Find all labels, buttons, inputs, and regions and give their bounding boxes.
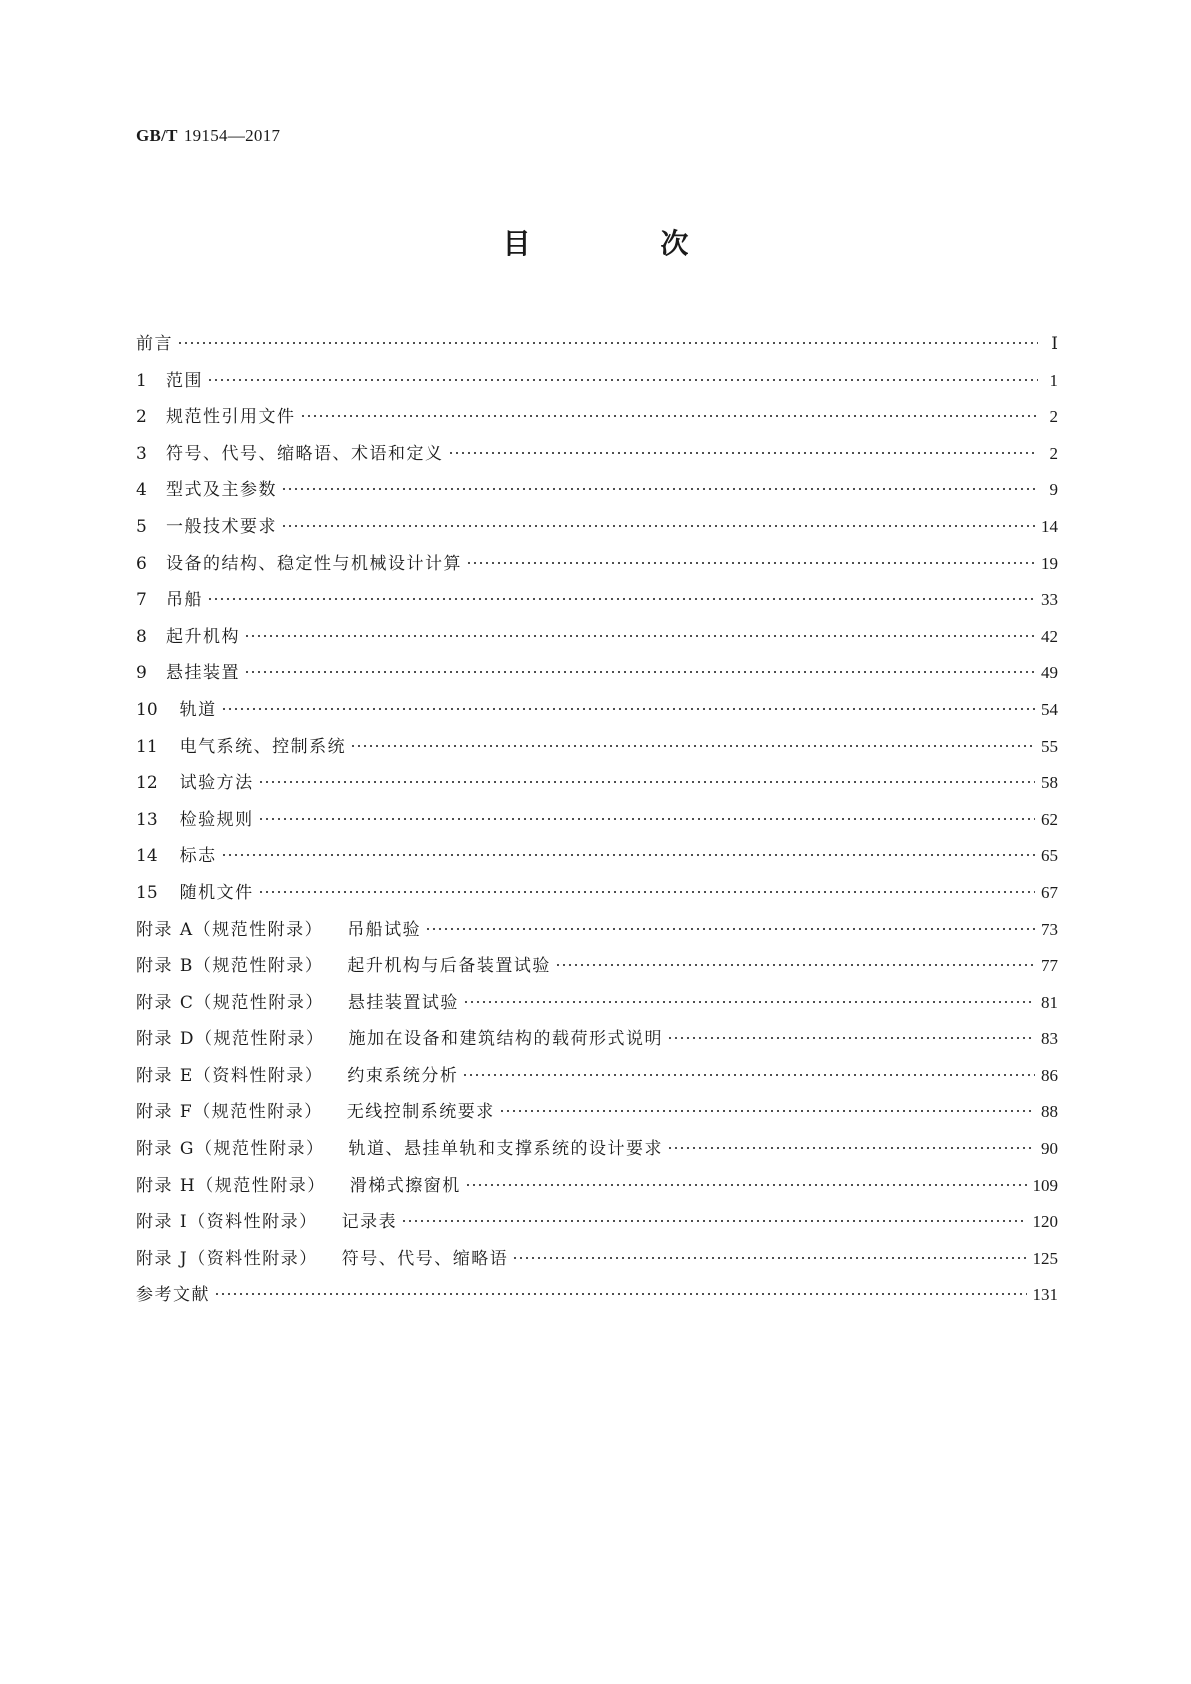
toc-entry-label: 附录 I（资料性附录） xyxy=(136,1212,318,1233)
dot-leader xyxy=(462,1061,1035,1081)
dot-leader xyxy=(281,512,1035,532)
toc-entry-number: 9 xyxy=(136,663,147,684)
toc-page-number: 67 xyxy=(1041,882,1058,902)
dot-leader xyxy=(448,439,1039,459)
toc-entry-label: 轨道 xyxy=(179,699,217,720)
toc-entry[interactable] xyxy=(136,1241,1058,1278)
toc-entry-number: 8 xyxy=(136,626,147,647)
toc-entry[interactable] xyxy=(136,765,1058,802)
standard-number: 19154—2017 xyxy=(183,126,281,145)
standard-code xyxy=(136,126,280,146)
toc-entry[interactable] xyxy=(136,1131,1058,1168)
dot-leader xyxy=(466,549,1035,569)
toc-entry-label: 设备的结构、稳定性与机械设计计算 xyxy=(166,553,462,574)
toc-entry-label: 悬挂装置 xyxy=(166,663,240,684)
toc-entry[interactable] xyxy=(136,875,1058,912)
dot-leader xyxy=(244,622,1035,642)
toc-entry-number: 10 xyxy=(136,699,158,720)
toc-entry-label: 附录 C（规范性附录） xyxy=(136,992,324,1013)
toc-entry[interactable] xyxy=(136,1094,1058,1131)
toc-page-number: 83 xyxy=(1041,1029,1058,1049)
toc-entry-subtitle: 无线控制系统要求 xyxy=(346,1102,495,1123)
dot-leader xyxy=(300,402,1039,422)
toc-entry[interactable] xyxy=(136,1277,1058,1314)
toc-entry-number: 11 xyxy=(136,736,158,757)
toc-entry[interactable] xyxy=(136,838,1058,875)
toc-page-number: 109 xyxy=(1032,1175,1058,1195)
toc-entry-subtitle: 吊船试验 xyxy=(347,919,422,940)
dot-leader xyxy=(425,915,1035,935)
page-title: 目 次 xyxy=(502,227,749,260)
toc-entry-subtitle: 约束系统分析 xyxy=(347,1065,459,1086)
toc-entry-number: 15 xyxy=(136,882,158,903)
toc-entry[interactable] xyxy=(136,1204,1058,1241)
toc-entry-subtitle: 符号、代号、缩略语 xyxy=(341,1248,509,1269)
toc-entry-label: 附录 H（规范性附录） xyxy=(136,1175,326,1196)
dot-leader xyxy=(214,1280,1027,1300)
toc-page-number: 81 xyxy=(1041,992,1058,1012)
toc-entry-label: 一般技术要求 xyxy=(166,516,277,537)
toc-entry-subtitle: 悬挂装置试验 xyxy=(347,992,459,1013)
toc-entry-label: 附录 D（规范性附录） xyxy=(136,1029,325,1050)
toc-entry-label: 标志 xyxy=(179,846,217,867)
toc-entry-subtitle: 记录表 xyxy=(341,1212,398,1233)
toc-page-number: 58 xyxy=(1041,773,1058,793)
toc-page-number: 2 xyxy=(1049,407,1058,427)
toc-entry-label: 规范性引用文件 xyxy=(166,407,296,428)
toc-entry-label: 随机文件 xyxy=(179,882,254,903)
toc-page-number: 2 xyxy=(1049,443,1058,463)
toc-entry-number: 7 xyxy=(136,590,147,611)
toc-entry[interactable] xyxy=(136,655,1058,692)
toc-page-number: 1 xyxy=(1049,370,1058,390)
toc-page-number: 131 xyxy=(1032,1285,1058,1305)
toc-entry[interactable] xyxy=(136,399,1058,436)
dot-leader xyxy=(207,585,1035,605)
dot-leader xyxy=(258,768,1035,788)
table-of-contents xyxy=(136,326,1058,1314)
toc-page-number: 86 xyxy=(1041,1065,1058,1085)
toc-entry-number: 13 xyxy=(136,809,158,830)
dot-leader xyxy=(177,329,1038,349)
dot-leader xyxy=(350,732,1035,752)
toc-entry[interactable] xyxy=(136,692,1058,729)
toc-entry-label: 附录 E（资料性附录） xyxy=(136,1065,324,1086)
toc-entry[interactable] xyxy=(136,729,1058,766)
toc-page-number: 9 xyxy=(1049,480,1058,500)
toc-entry-label: 试验方法 xyxy=(179,773,254,794)
toc-entry[interactable] xyxy=(136,1058,1058,1095)
toc-entry-label: 符号、代号、缩略语、术语和定义 xyxy=(166,443,444,464)
toc-entry[interactable] xyxy=(136,985,1058,1022)
toc-entry-label: 电气系统、控制系统 xyxy=(179,736,347,757)
toc-entry[interactable] xyxy=(136,1168,1058,1205)
toc-page-number: 33 xyxy=(1041,590,1058,610)
toc-entry-number: 6 xyxy=(136,553,147,574)
toc-entry-number: 12 xyxy=(136,773,158,794)
toc-entry-label: 附录 G（规范性附录） xyxy=(136,1139,325,1160)
toc-entry-label: 起升机构 xyxy=(166,626,240,647)
toc-entry[interactable] xyxy=(136,472,1058,509)
toc-page-number: 120 xyxy=(1032,1212,1058,1232)
toc-page-number: 73 xyxy=(1041,919,1058,939)
toc-entry[interactable] xyxy=(136,802,1058,839)
toc-entry-subtitle: 轨道、悬挂单轨和支撑系统的设计要求 xyxy=(348,1139,663,1160)
toc-entry[interactable] xyxy=(136,436,1058,473)
toc-entry-number: 14 xyxy=(136,846,158,867)
toc-entry-label: 检验规则 xyxy=(179,809,254,830)
dot-leader xyxy=(555,951,1035,971)
toc-page-number: Ⅰ xyxy=(1051,334,1058,353)
toc-entry[interactable] xyxy=(136,546,1058,583)
toc-page-number: 55 xyxy=(1041,736,1058,756)
toc-entry-label: 附录 F（规范性附录） xyxy=(136,1102,323,1123)
toc-entry[interactable] xyxy=(136,619,1058,656)
toc-entry-number: 1 xyxy=(136,370,147,391)
toc-entry-label: 附录 J（资料性附录） xyxy=(136,1248,318,1269)
toc-entry-subtitle: 起升机构与后备装置试验 xyxy=(347,956,551,977)
toc-entry-label: 吊船 xyxy=(166,590,203,611)
toc-entry-number: 4 xyxy=(136,480,147,501)
toc-page-number: 77 xyxy=(1041,956,1058,976)
dot-leader xyxy=(244,658,1035,678)
dot-leader xyxy=(221,841,1035,861)
toc-entry-number: 2 xyxy=(136,407,147,428)
toc-entry-label: 前言 xyxy=(136,334,173,354)
dot-leader xyxy=(258,805,1035,825)
toc-entry[interactable] xyxy=(136,363,1058,400)
toc-page-number: 125 xyxy=(1032,1248,1058,1268)
dot-leader xyxy=(465,1171,1027,1191)
toc-entry[interactable] xyxy=(136,509,1058,546)
toc-entry-label: 附录 A（规范性附录） xyxy=(136,919,324,940)
dot-leader xyxy=(401,1207,1026,1227)
toc-entry-subtitle: 施加在设备和建筑结构的载荷形式说明 xyxy=(348,1029,664,1050)
toc-entry[interactable] xyxy=(136,326,1058,363)
dot-leader xyxy=(258,878,1035,898)
toc-entry[interactable] xyxy=(136,1021,1058,1058)
dot-leader xyxy=(221,695,1035,715)
dot-leader xyxy=(499,1097,1035,1117)
toc-page-number: 49 xyxy=(1041,663,1058,683)
toc-page-number: 90 xyxy=(1041,1139,1058,1159)
dot-leader xyxy=(207,366,1038,386)
toc-entry-number: 3 xyxy=(136,443,147,464)
toc-page-number: 62 xyxy=(1041,809,1058,829)
toc-entry-number: 5 xyxy=(136,516,147,537)
toc-entry-subtitle: 滑梯式擦窗机 xyxy=(349,1175,461,1196)
toc-entry[interactable] xyxy=(136,912,1058,949)
toc-page-number: 54 xyxy=(1041,699,1058,719)
toc-entry-label: 附录 B（规范性附录） xyxy=(136,956,324,977)
dot-leader xyxy=(463,988,1035,1008)
dot-leader xyxy=(667,1024,1035,1044)
dot-leader xyxy=(281,475,1038,495)
dot-leader xyxy=(667,1134,1035,1154)
dot-leader xyxy=(512,1244,1026,1264)
toc-page-number: 42 xyxy=(1041,626,1058,646)
toc-page-number: 14 xyxy=(1041,516,1058,536)
toc-entry[interactable] xyxy=(136,948,1058,985)
toc-page-number: 65 xyxy=(1041,846,1058,866)
toc-entry-label: 型式及主参数 xyxy=(166,480,277,501)
standard-prefix: GB/T xyxy=(136,126,178,145)
toc-entry-label: 参考文献 xyxy=(136,1285,210,1306)
toc-page-number: 19 xyxy=(1041,553,1058,573)
toc-entry[interactable] xyxy=(136,582,1058,619)
toc-entry-label: 范围 xyxy=(166,370,203,391)
toc-page-number: 88 xyxy=(1041,1102,1058,1122)
